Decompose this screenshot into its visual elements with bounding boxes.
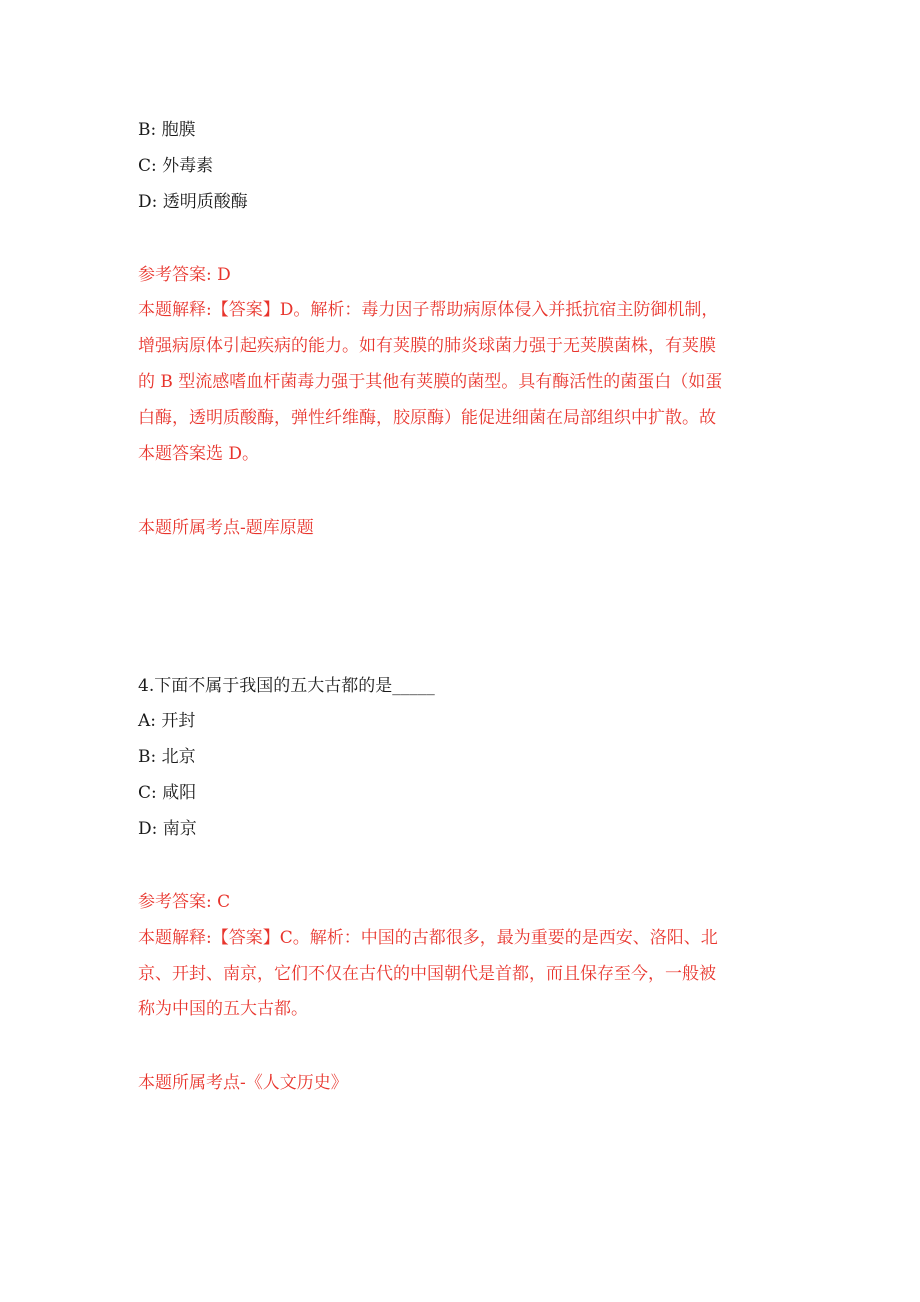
q4-topic: 本题所属考点-《人文历史》 — [138, 1073, 348, 1093]
q3-topic: 本题所属考点-题库原题 — [138, 518, 314, 538]
q4-explanation-line-1: 本题解释:【答案】C。解析：中国的古都很多，最为重要的是西安、洛阳、北 — [138, 928, 718, 948]
q3-explanation-line-5: 本题答案选 D。 — [138, 444, 260, 464]
q3-option-b: B: 胞膜 — [138, 120, 196, 140]
q3-explanation-line-3: 的 B 型流感嗜血杆菌毒力强于其他有荚膜的菌型。具有酶活性的菌蛋白（如蛋 — [138, 372, 723, 392]
q4-explanation-line-2: 京、开封、南京，它们不仅在古代的中国朝代是首都，而且保存至今，一般被 — [138, 964, 716, 984]
q3-explanation-line-1: 本题解释:【答案】D。解析：毒力因子帮助病原体侵入并抵抗宿主防御机制， — [138, 300, 719, 320]
q4-question: 4.下面不属于我国的五大古都的是_____ — [138, 676, 435, 696]
q3-explanation-line-4: 白酶，透明质酸酶，弹性纤维酶，胶原酶）能促进细菌在局部组织中扩散。故 — [138, 408, 716, 428]
q4-option-a: A: 开封 — [138, 711, 196, 731]
q4-option-d: D: 南京 — [138, 819, 197, 839]
q4-explanation-line-3: 称为中国的五大古都。 — [138, 999, 308, 1019]
q4-option-c: C: 咸阳 — [138, 783, 197, 803]
q3-option-c: C: 外毒素 — [138, 156, 214, 176]
q3-answer: 参考答案: D — [138, 265, 231, 285]
q3-option-d: D: 透明质酸酶 — [138, 192, 248, 212]
q4-answer: 参考答案: C — [138, 892, 231, 912]
q3-explanation-line-2: 增强病原体引起疾病的能力。如有荚膜的肺炎球菌力强于无荚膜菌株，有荚膜 — [138, 336, 716, 356]
q4-option-b: B: 北京 — [138, 747, 196, 767]
